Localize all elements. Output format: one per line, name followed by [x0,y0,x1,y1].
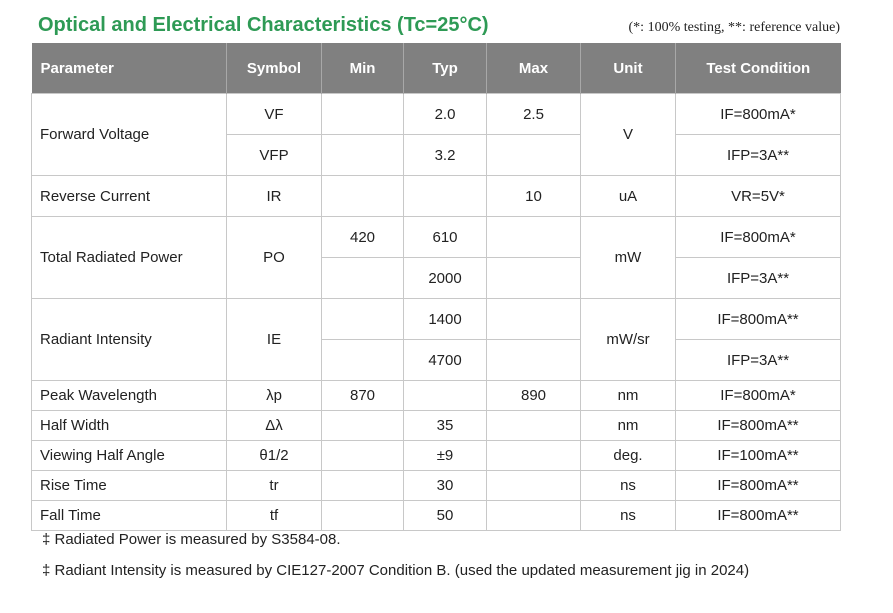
max-cell [487,217,581,258]
condition-cell: IF=800mA* [676,217,841,258]
condition-cell: IF=800mA* [676,94,841,135]
reference-note: (*: 100% testing, **: reference value) [628,20,840,35]
table-row [32,441,841,471]
symbol-cell: θ1/2 [227,441,322,471]
max-cell [487,441,581,471]
typ-cell [404,176,487,217]
header-test-condition: Test Condition [676,43,841,94]
typ-cell: 50 [404,501,487,531]
max-cell [487,501,581,531]
typ-cell [404,381,487,411]
unit-cell: mW/sr [581,299,676,381]
header-symbol: Symbol [227,43,322,94]
max-cell: 2.5 [487,94,581,135]
unit-cell: nm [581,411,676,441]
param-cell: Half Width [32,411,227,441]
table-row [32,94,841,135]
footnote-radiant-intensity: ‡ Radiant Intensity is measured by CIE127-2007 Condition B. (used the updated measurement jig in 2024) [42,562,750,579]
min-cell [322,501,404,531]
table-row [32,176,841,217]
param-cell: Viewing Half Angle [32,441,227,471]
symbol-cell: tf [227,501,322,531]
characteristics-table [31,43,841,531]
condition-cell: VR=5V* [676,176,841,217]
header-max: Max [487,43,581,94]
max-cell [487,299,581,340]
symbol-cell: λp [227,381,322,411]
min-cell [322,94,404,135]
condition-cell: IF=800mA** [676,501,841,531]
min-cell [322,299,404,340]
max-cell [487,135,581,176]
typ-cell: 2.0 [404,94,487,135]
symbol-cell: IR [227,176,322,217]
max-cell [487,411,581,441]
typ-cell: 1400 [404,299,487,340]
max-cell [487,471,581,501]
param-cell: Forward Voltage [32,94,227,176]
table-row [32,501,841,531]
min-cell [322,411,404,441]
unit-cell: uA [581,176,676,217]
table-row [32,299,841,340]
min-cell [322,471,404,501]
min-cell [322,441,404,471]
symbol-cell: IE [227,299,322,381]
min-cell [322,135,404,176]
unit-cell: ns [581,471,676,501]
param-cell: Reverse Current [32,176,227,217]
table-header-row [32,43,841,94]
header-typ: Typ [404,43,487,94]
page-title: Optical and Electrical Characteristics (Tc=25°C) [38,14,489,36]
param-cell: Peak Wavelength [32,381,227,411]
param-cell: Radiant Intensity [32,299,227,381]
unit-cell: nm [581,381,676,411]
symbol-cell: PO [227,217,322,299]
max-cell: 10 [487,176,581,217]
table-row [32,411,841,441]
typ-cell: 30 [404,471,487,501]
param-cell: Total Radiated Power [32,217,227,299]
condition-cell: IF=800mA** [676,471,841,501]
table-row [32,217,841,258]
param-cell: Fall Time [32,501,227,531]
unit-cell: mW [581,217,676,299]
header-min: Min [322,43,404,94]
header-unit: Unit [581,43,676,94]
condition-cell: IF=800mA** [676,411,841,441]
max-cell [487,258,581,299]
typ-cell: 35 [404,411,487,441]
condition-cell: IFP=3A** [676,340,841,381]
condition-cell: IF=800mA** [676,299,841,340]
symbol-cell: VF [227,94,322,135]
table-row [32,381,841,411]
unit-cell: ns [581,501,676,531]
table-row [32,471,841,501]
min-cell [322,340,404,381]
unit-cell: deg. [581,441,676,471]
header-parameter: Parameter [32,43,227,94]
min-cell: 420 [322,217,404,258]
min-cell [322,176,404,217]
min-cell [322,258,404,299]
symbol-cell: tr [227,471,322,501]
typ-cell: 2000 [404,258,487,299]
typ-cell: ±9 [404,441,487,471]
condition-cell: IFP=3A** [676,258,841,299]
symbol-cell: VFP [227,135,322,176]
condition-cell: IFP=3A** [676,135,841,176]
condition-cell: IF=800mA* [676,381,841,411]
param-cell: Rise Time [32,471,227,501]
symbol-cell: Δλ [227,411,322,441]
typ-cell: 3.2 [404,135,487,176]
max-cell [487,340,581,381]
footnote-radiated-power: ‡ Radiated Power is measured by S3584-08. [42,531,341,548]
min-cell: 870 [322,381,404,411]
condition-cell: IF=100mA** [676,441,841,471]
unit-cell: V [581,94,676,176]
typ-cell: 4700 [404,340,487,381]
max-cell: 890 [487,381,581,411]
typ-cell: 610 [404,217,487,258]
